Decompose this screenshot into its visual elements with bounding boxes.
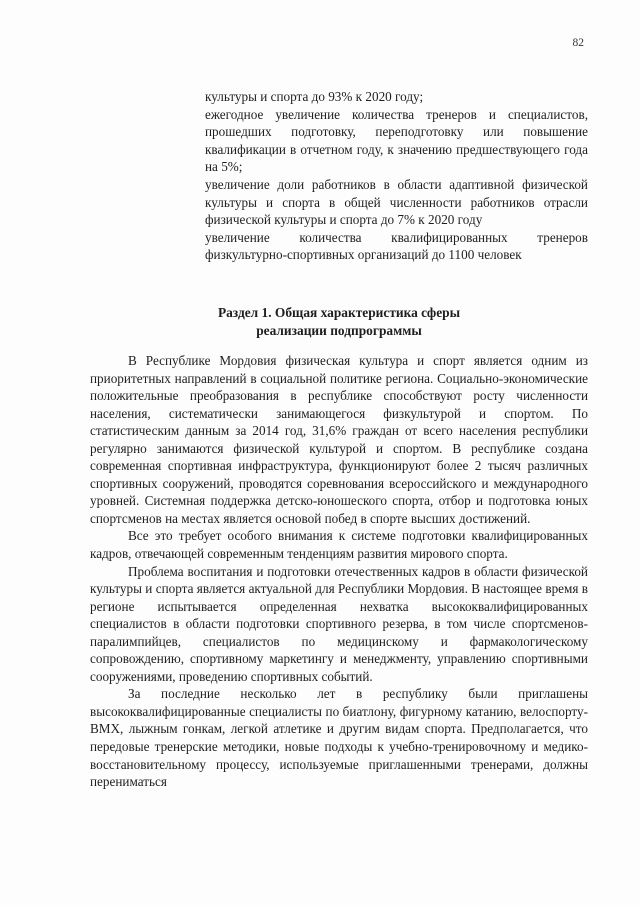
paragraph: Все это требует особого внимания к системе подготовки квалифицированных кадров, отвечающей современным тенденциям развития мирового спорта.	[90, 528, 588, 562]
list-item: ежегодное увеличение количества тренеров и специалистов, прошедших подготовку, переподготовку или повышение квалификации в отчетном году, к значению предшествующего года на 5%;	[205, 106, 588, 175]
paragraph: Проблема воспитания и подготовки отечественных кадров в области физической культуры и спорта является актуальной для Республики Мордовия. В настоящее время в регионе испытывается определенная нехватка высококвалифицированных специалистов в области подготовки спортивного резерва, в том числе спортсменов-паралимпийцев, специалистов по медицинскому и фармакологическому сопровождению, спортивному маркетингу и менеджменту, управлению спортивными сооружениями, проведению спортивных событий.	[90, 563, 588, 684]
section-title-line: реализации подпрограммы	[256, 323, 422, 338]
body-text	[90, 352, 588, 791]
list-item: увеличение количества квалифицированных тренеров физкультурно-спортивных организаций до 1100 человек	[205, 229, 588, 263]
list-item: культуры и спорта до 93% к 2020 году;	[205, 89, 424, 104]
indicator-list	[205, 88, 588, 264]
list-item: увеличение доли работников в области адаптивной физической культуры и спорта в общей численности работников отрасли физической культуры и спорта до 7% к 2020 году	[205, 176, 588, 228]
section-title	[90, 304, 588, 340]
paragraph: В Республике Мордовия физическая культура и спорт является одним из приоритетных направлений в социальной политике региона. Социально-экономические положительные преобразования в республике способствуют росту численности населения, систематически занимающегося физкультурой и спортом. По статистическим данным за 2014 год, 31,6% граждан от всего населения республики регулярно занимаются физической культурой и спортом. В республике создана современная спортивная инфраструктура, функционируют более 2 тысяч различных спортивных сооружений, проводятся соревнования всероссийского и международного уровней. Системная поддержка детско-юношеского спорта, отбор и подготовка юных спортсменов на местах является основой побед в спорте высших достижений.	[90, 353, 588, 526]
section-title-line: Раздел 1. Общая характеристика сферы	[217, 305, 461, 320]
paragraph: За последние несколько лет в республику были приглашены высококвалифицированные специалисты по биатлону, фигурному катанию, велоспорту-ВМХ, лыжным гонкам, легкой атлетике и другим видам спорта. Предполагается, что передовые тренерские методики, новые подходы к учебно-тренировочному и медико-восстановительному процессу, используемые приглашенными тренерами, должны перениматься	[90, 686, 588, 790]
page-number: 82	[572, 37, 584, 49]
